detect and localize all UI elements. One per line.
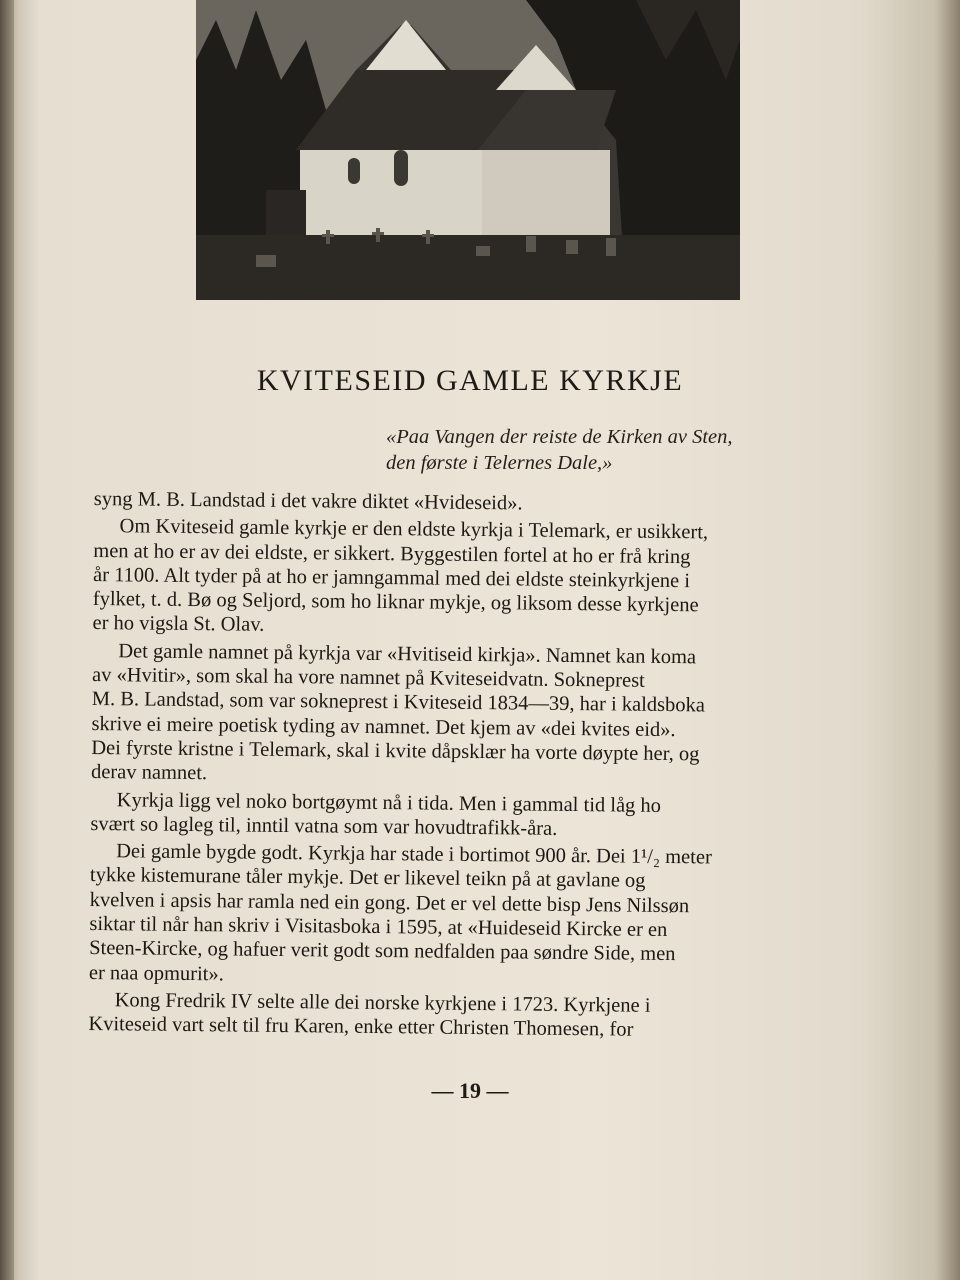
text-line: M. B. Landstad, som var sokneprest i Kviteseid 1834—39, har i kaldsboka [91,688,706,717]
text-line: Kyrkja ligg vel noko bortgøymt nå i tida. Men i gammal tid låg ho [116,788,662,817]
text-line: av «Hvitir», som skal ha vore namnet på Kviteseidvatn. Sokneprest [91,664,645,692]
paragraph-4 [90,788,890,845]
epigraph-quote [386,424,906,476]
paragraph-6 [88,988,888,1045]
text-line: er ho vigsla St. Olav. [92,612,265,637]
text-line: Steen-Kircke, og hafuer verit godt som nedfalden paa søndre Side, men [89,937,676,966]
text-line: fylket, t. d. Bø og Seljord, som ho liknar mykje, og liksom desse kyrkjene [92,588,699,617]
text-line: er naa opmurit». [88,961,224,986]
text-line: Kong Fredrik IV selte alle dei norske kyrkjene i 1723. Kyrkjene i [114,989,651,1017]
text-line: tykke kistemurane tåler mykje. Det er likevel teikn på at gavlane og [89,864,646,893]
text-line: skrive ei meire poetisk tyding av namnet. Det kjem av «dei kvites eid». [91,712,676,741]
chapter-heading: KVITESEID GAMLE KYRKJE [256,364,684,397]
text-line: Dei gamle bygde godt. Kyrkja har stade i bortimot 900 år. Dei 1¹/₂ meter [116,840,712,869]
text-line: men at ho er av dei eldste, er sikkert. Byggestilen fortel at ho er frå kring [93,539,691,568]
text-line: år 1100. Alt tyder på at ho er jamngammal med dei eldste steinkyrkjene i [92,563,691,593]
text-line: Det gamle namnet på kyrkja var «Hvitiseid kirkja». Namnet kan koma [118,640,697,669]
paragraph-3 [91,639,892,793]
epigraph-line: den første i Telernes Dale,» [386,452,613,474]
body-text [88,487,894,1048]
text-line: kvelven i apsis har ramla ned ein gong. Det er vel dette bisp Jens Nilssøn [89,888,690,918]
text-line: svært so lagleg til, inntil vatna som var hovudtrafikk-åra. [90,812,558,840]
church-photograph [196,0,740,300]
paragraph-2 [92,514,893,644]
epigraph-line: «Paa Vangen der reiste de Kirken av Sten, [386,426,733,448]
text-line: Dei fyrste kristne i Telemark, skal i kvite dåpsklær ha vorte døypte her, og [91,736,700,766]
text-line: siktar til når han skriv i Visitasboka i 1595, at «Huideseid Kircke er en [89,913,668,942]
text-line: syng M. B. Landstad i det vakre diktet «Hvideseid». [93,487,523,515]
church-photo-illustration [196,0,740,300]
text-line: Kviteseid vart selt til fru Karen, enke etter Christen Thomesen, for [88,1013,634,1041]
book-spine-shadow [0,0,14,1280]
page-number: — 19 — [431,1078,509,1103]
text-line: Om Kviteseid gamle kyrkje er den eldste kyrkja i Telemark, er usikkert, [119,515,709,544]
text-line: derav namnet. [90,761,208,785]
paragraph-5 [89,839,890,993]
